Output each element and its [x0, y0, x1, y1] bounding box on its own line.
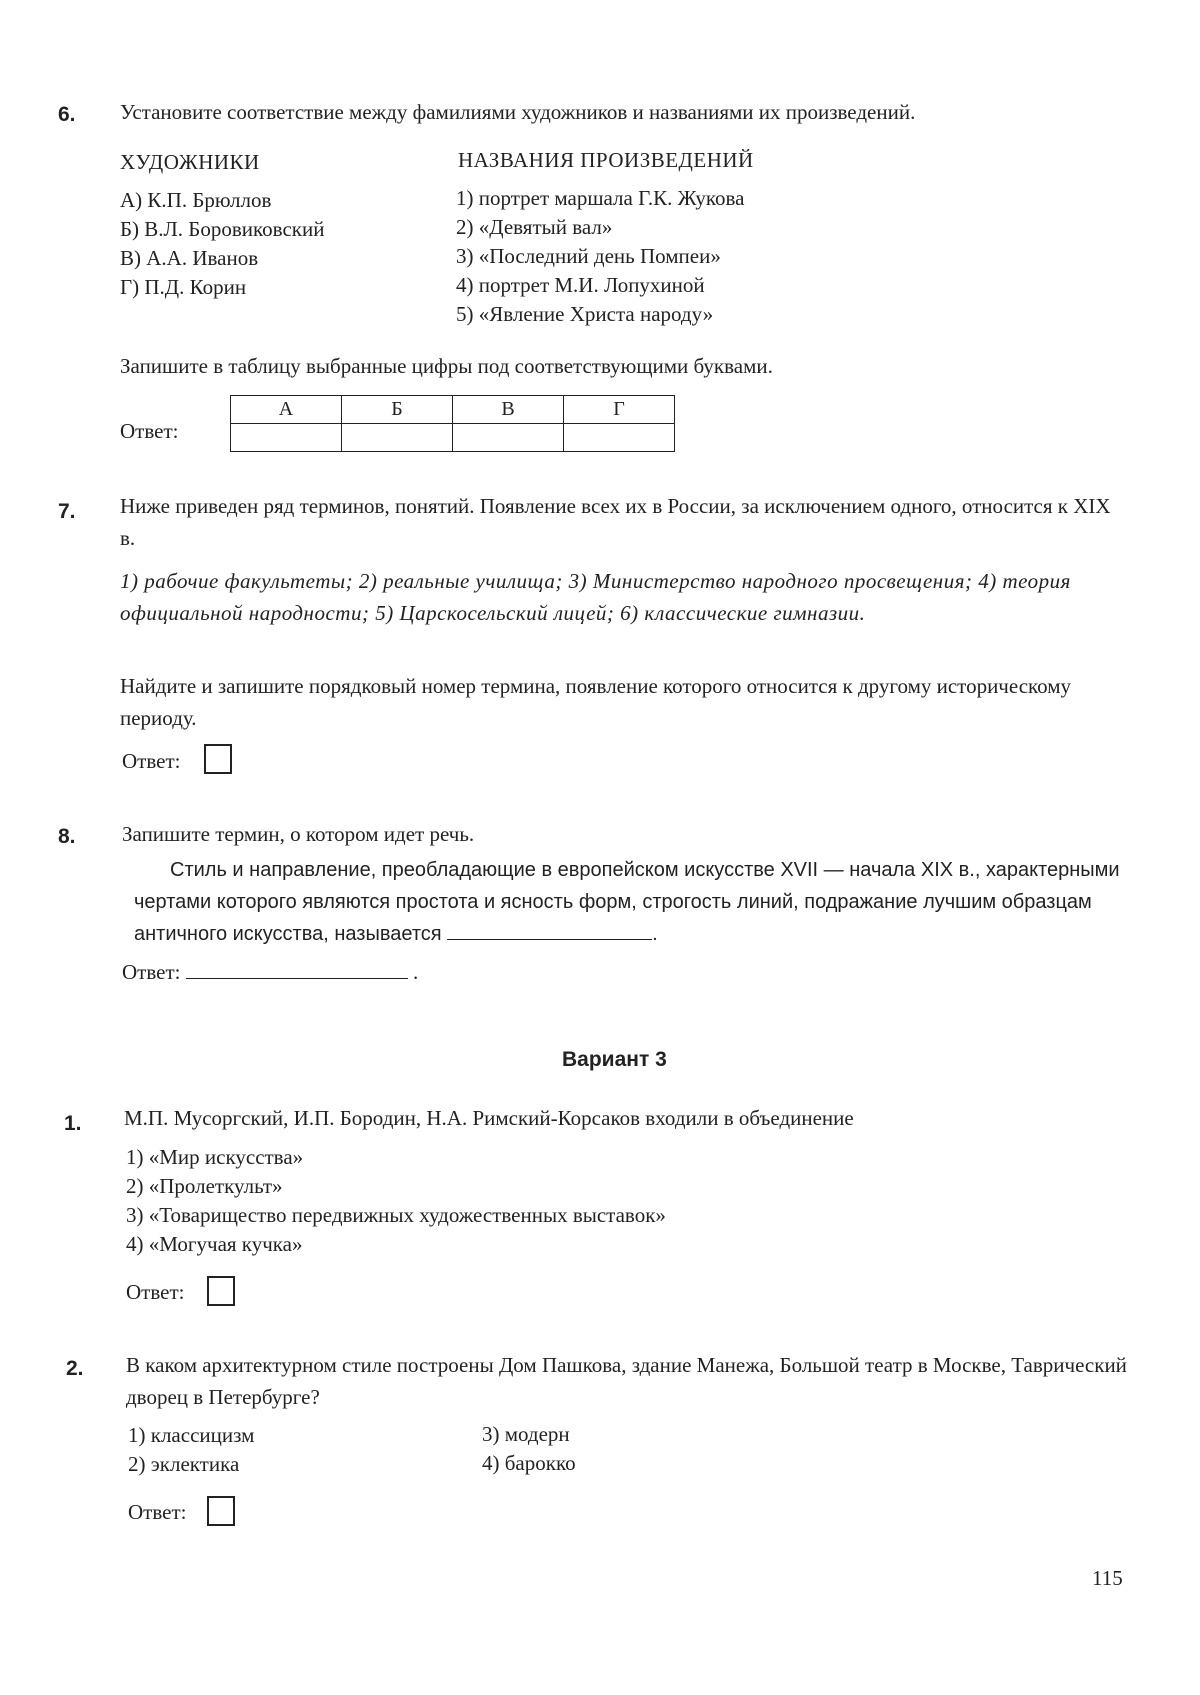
v3-question-1-prompt: М.П. Мусоргский, И.П. Бородин, Н.А. Римский-Корсаков входили в объединение	[124, 1106, 854, 1130]
answer-table-header-a: А	[231, 396, 342, 424]
artist-item: Б) В.Л. Боровиковский	[120, 217, 325, 241]
v3-question-2-number: 2.	[66, 1357, 84, 1380]
question-8-answer-end: .	[412, 960, 419, 984]
work-item: 1) портрет маршала Г.К. Жукова	[456, 186, 745, 210]
question-8-answer	[122, 956, 418, 988]
answer-table-header-v: В	[453, 396, 564, 424]
v3-question-1-number: 1.	[64, 1112, 82, 1135]
answer-table-header-g: Г	[564, 396, 675, 424]
v3-question-1-answer-label: Ответ:	[126, 1280, 185, 1304]
question-8-text-blank[interactable]	[447, 921, 652, 940]
question-7-answer-label: Ответ:	[122, 749, 181, 773]
question-8-number: 8.	[58, 825, 76, 848]
option-item: 1) «Мир искусства»	[126, 1145, 304, 1169]
option-item: 2) «Пролеткульт»	[126, 1174, 283, 1198]
work-item: 5) «Явление Христа народу»	[456, 302, 714, 326]
option-item: 4) барокко	[482, 1451, 576, 1475]
v3-question-2-options-right	[482, 1420, 576, 1478]
v3-question-1-answer-box[interactable]	[207, 1276, 235, 1306]
work-item: 4) портрет М.И. Лопухиной	[456, 273, 705, 297]
work-item: 2) «Девятый вал»	[456, 215, 613, 239]
page-number: 115	[1092, 1566, 1123, 1590]
question-8-text-body: Стиль и направление, преобладающие в европейском искусстве XVII — начала XIX в., характерными чертами которого являются простота и ясность форм, строгость линий, подражание лучшим образцам античного искусства, называется	[134, 859, 1120, 945]
answer-cell-v[interactable]	[453, 424, 564, 452]
question-8-answer-label: Ответ:	[122, 960, 181, 984]
option-item: 3) «Товарищество передвижных художественных выставок»	[126, 1203, 666, 1227]
question-8-text-end: .	[652, 923, 658, 945]
question-6-number: 6.	[58, 103, 76, 126]
answer-table-header-b: Б	[342, 396, 453, 424]
v3-question-1-options	[126, 1143, 666, 1259]
question-7-number: 7.	[58, 500, 76, 523]
v3-question-2-options-left	[128, 1421, 254, 1479]
question-6-prompt: Установите соответствие между фамилиями художников и названиями их произведений.	[120, 100, 916, 124]
question-7-answer-box[interactable]	[204, 744, 232, 774]
answer-cell-b[interactable]	[342, 424, 453, 452]
artist-item: В) А.А. Иванов	[120, 246, 259, 270]
option-item: 2) эклектика	[128, 1452, 240, 1476]
works-header: НАЗВАНИЯ ПРОИЗВЕДЕНИЙ	[458, 148, 754, 172]
question-8-answer-blank[interactable]	[186, 960, 408, 979]
option-item: 1) классицизм	[128, 1423, 255, 1447]
question-8-text	[134, 854, 1134, 950]
artists-header: ХУДОЖНИКИ	[120, 150, 260, 174]
question-6-instruction: Запишите в таблицу выбранные цифры под соответствующими буквами.	[120, 354, 773, 378]
artist-item: Г) П.Д. Корин	[120, 275, 247, 299]
v3-question-2-answer-box[interactable]	[207, 1496, 235, 1526]
question-7-terms: 1) рабочие факультеты; 2) реальные училища; 3) Министерство народного просвещения; 4) теория официальной народности; 5) Царскосельский лицей; 6) классические гимназии.	[120, 569, 1071, 625]
variant-title: Вариант 3	[562, 1048, 667, 1071]
answer-cell-a[interactable]	[231, 424, 342, 452]
v3-question-2-prompt: В каком архитектурном стиле построены Дом Пашкова, здание Манежа, Большой театр в Москве, Таврический дворец в Петербурге?	[126, 1353, 1127, 1409]
answer-table	[230, 395, 675, 452]
question-8-prompt: Запишите термин, о котором идет речь.	[122, 822, 475, 846]
artist-item: А) К.П. Брюллов	[120, 188, 272, 212]
v3-question-2-answer-label: Ответ:	[128, 1500, 187, 1524]
option-item: 4) «Могучая кучка»	[126, 1232, 303, 1256]
artists-list	[120, 186, 324, 302]
question-6-answer-label: Ответ:	[120, 419, 179, 443]
works-list	[456, 184, 745, 329]
answer-cell-g[interactable]	[564, 424, 675, 452]
option-item: 3) модерн	[482, 1422, 570, 1446]
work-item: 3) «Последний день Помпеи»	[456, 244, 721, 268]
question-7-prompt: Ниже приведен ряд терминов, понятий. Появление всех их в России, за исключением одного, относится к XIX в.	[120, 494, 1111, 550]
question-7-instruction: Найдите и запишите порядковый номер термина, появление которого относится к другому историческому периоду.	[120, 674, 1072, 730]
